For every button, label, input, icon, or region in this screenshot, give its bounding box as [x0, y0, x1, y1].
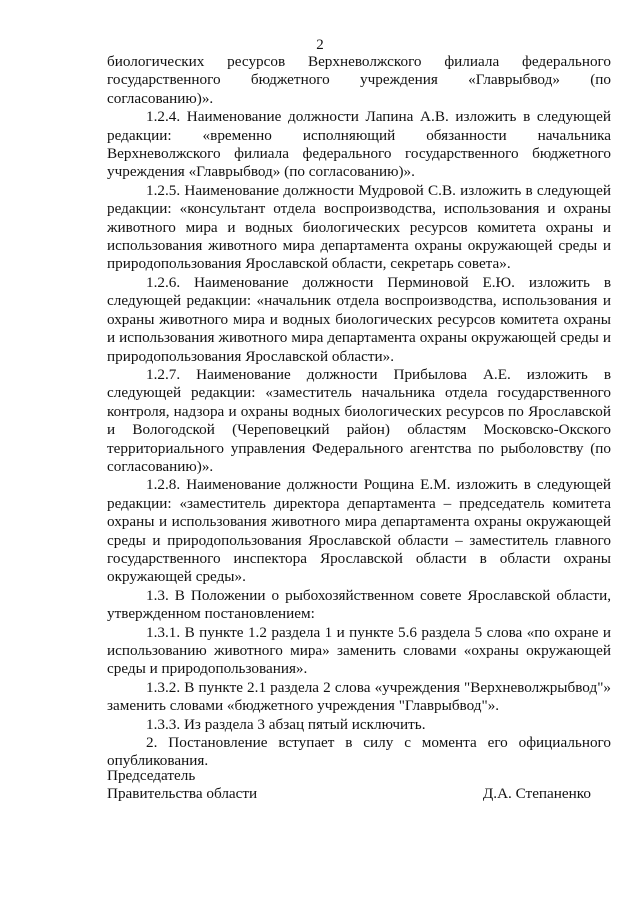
- paragraph-1-2-7: 1.2.7. Наименование должности Прибылова А.Е. изложить в следующей редакции: «заместитель начальника отдела государственного контроля, надзора и охраны водных биологических ресурсов по Ярославской и Вологодской (Череповецкий район) областям Московско-Окского территориального управления Федерального агентства по рыболовству (по согласованию)».: [107, 365, 611, 475]
- signatory-title-line-1: Председатель: [107, 767, 196, 784]
- page-number: 2: [316, 37, 324, 53]
- signature-line: [107, 785, 611, 803]
- paragraph-2: 2. Постановление вступает в силу с момента его официального опубликования.: [107, 734, 611, 770]
- paragraph-1-3-1: 1.3.1. В пункте 1.2 раздела 1 и пункте 5.6 раздела 5 слова «по охране и использованию животного мира» заменить словами «охраны окружающей среды и природопользования».: [107, 623, 611, 678]
- paragraph-1-2-4: 1.2.4. Наименование должности Лапина А.В. изложить в следующей редакции: «временно исполняющий обязанности начальника Верхневолжского филиала федерального государственного бюджетного учреждения «Главрыбвод» (по согласованию)».: [107, 108, 611, 181]
- paragraph-1-2-5: 1.2.5. Наименование должности Мудровой С.В. изложить в следующей редакции: «консультант отдела воспроизводства, использования и охраны животного мира и водных биологических ресурсов комитета охраны и использования животного мира департамента охраны окружающей среды и природопользования Ярославской области, секретарь совета».: [107, 181, 611, 273]
- paragraph-1-2-6: 1.2.6. Наименование должности Перминовой Е.Ю. изложить в следующей редакции: «начальник отдела воспроизводства, использования и охраны животного мира и водных биологических ресурсов комитета охраны и использования животного мира департамента охраны окружающей среды и природопользования Ярославской области».: [107, 273, 611, 365]
- paragraph-continuation: биологических ресурсов Верхневолжского филиала федерального государственного бюджетного учреждения «Главрыбвод» (по согласованию)».: [107, 53, 611, 107]
- paragraph-1-3: 1.3. В Положении о рыбохозяйственном совете Ярославской области, утвержденном постановлением:: [107, 586, 611, 623]
- paragraph-1-3-2: 1.3.2. В пункте 2.1 раздела 2 слова «учреждения "Верхневолжрыбвод"» заменить словами «бюджетного учреждения "Главрыбвод"».: [107, 678, 611, 715]
- paragraph-1-2-8: 1.2.8. Наименование должности Рощина Е.М. изложить в следующей редакции: «заместитель директора департамента – председатель комитета охраны и использования животного мира департамента охраны окружающей среды и природопользования Ярославской области – заместитель главного государственного инспектора Ярославской области в области охраны окружающей среды».: [107, 476, 611, 586]
- signature-block: [107, 767, 611, 804]
- signatory-title-line-2: Правительства области: [107, 785, 258, 803]
- paragraph-1-3-3: 1.3.3. Из раздела 3 абзац пятый исключить.: [146, 715, 426, 733]
- document-body: [107, 53, 611, 771]
- signatory-name: Д.А. Степаненко: [482, 785, 591, 803]
